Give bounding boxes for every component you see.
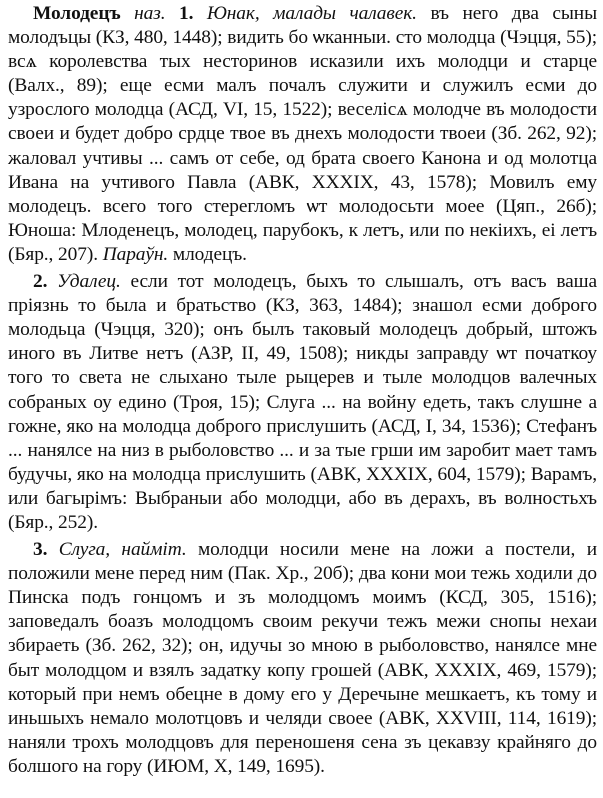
- sense-1-citations: въ него два сыны молодъцы (КЗ, 480, 1448); видить бо ѡканныи. сто молодца (Чэцця, 55); всѧ королевства тыx несторинов исказили ихъ молодци и старце (Валх., 89); еще есми малъ почалъ служити и служилъ есми до узрослого молодца (АСД, VI, 15, 1522); веселісѧ молодче въ молодости своеи и будет добро срдце твое въ днехъ молодости твоеи (Зб. 262, 92); жаловал учтивы ... самъ от себе, од брата своего Канона и од молотца Ивана на учтивого Павла (АВК, XXXIX, 43, 1578); Мовилъ ему молодецъ. всего того стерегломъ ѡт молодосьти моее (Цяп., 26б); Юноша: Млоденецъ, молодец, парубокъ, к летъ, или по некіихъ, еі летъ (Бяр., 207).: [8, 3, 598, 265]
- sense-2-number: 2.: [33, 271, 48, 293]
- headword: Молодецъ: [33, 3, 121, 24]
- sense-3-citations: молодци носили мене на ложи а постели, и положили мене перед ним (Пак. Хр., 20б); два кони мои тежь ходили до Пинска подъ гонцомъ и зъ молодцомъ моимъ (КСД, 305, 1516); заповедалъ боазъ молодцомъ своим рекучи тежъ межи снопы нехаи збираеть (Зб. 262, 32); он, идучы зо мною в рыболовство, нанялсе мне быт молодцом и взялъ задатку копу грошей (АВК, XXXIX, 469, 1579); который при немъ обецне в дому его у Деречыне мешкаетъ, къ тому и иньшыхъ немало молотцовъ и челяди своее (АВК, XXVIII, 114, 1619); наняли трохъ молодцовъ для переношеня сена зъ цекавзу крайняго до болшого на гору (ИЮМ, X, 149, 1695).: [8, 539, 597, 777]
- sense-2-gloss: Удалец.: [57, 271, 121, 293]
- sense-3-gloss: Слуга, наймiт.: [58, 539, 187, 561]
- sense-1-compare-word: млодецъ.: [172, 243, 247, 265]
- sense-1-paragraph: [8, 2, 597, 267]
- sense-1-compare-label: Параўн.: [102, 243, 169, 265]
- part-of-speech: наз.: [134, 3, 166, 24]
- sense-3-number: 3.: [33, 539, 48, 561]
- sense-2-paragraph: [8, 270, 597, 535]
- sense-1-number: 1.: [178, 3, 194, 24]
- sense-3-paragraph: [8, 538, 597, 779]
- sense-2-citations: если тот молодецъ, быхъ то слышалъ, отъ васъ ваша прiязнь то была и братьство (КЗ, 363, 1484); знашол есми доброго молодьца (Чэцця, 320); онъ былъ таковый молодецъ добрый, штожъ иного въ Литве нетъ (АЗР, II, 49, 1508); никды заправду ѡт початкоу того то света не слыхано тыле рыцерев и тыле молодцов валечных собраных оу едино (Троя, 15); Слуга ... на войну едеть, такъ слушне а гожне, яко на молодца доброго прислушить (АСД, I, 34, 1536); Стефанъ ... нанялсе на низ в рыболовство ... и за тые грши им заробит мает тамъ будучы, яко на молодца прислушить (АВК, XXXIX, 604, 1579); Варамъ, или багырімъ: Выбраныи або молодци, або въ дерахъ, въ волностьхъ (Бяр., 252).: [8, 271, 597, 533]
- dictionary-entry: [8, 2, 597, 782]
- sense-1-gloss: Юнак, малады чалавек.: [206, 3, 417, 24]
